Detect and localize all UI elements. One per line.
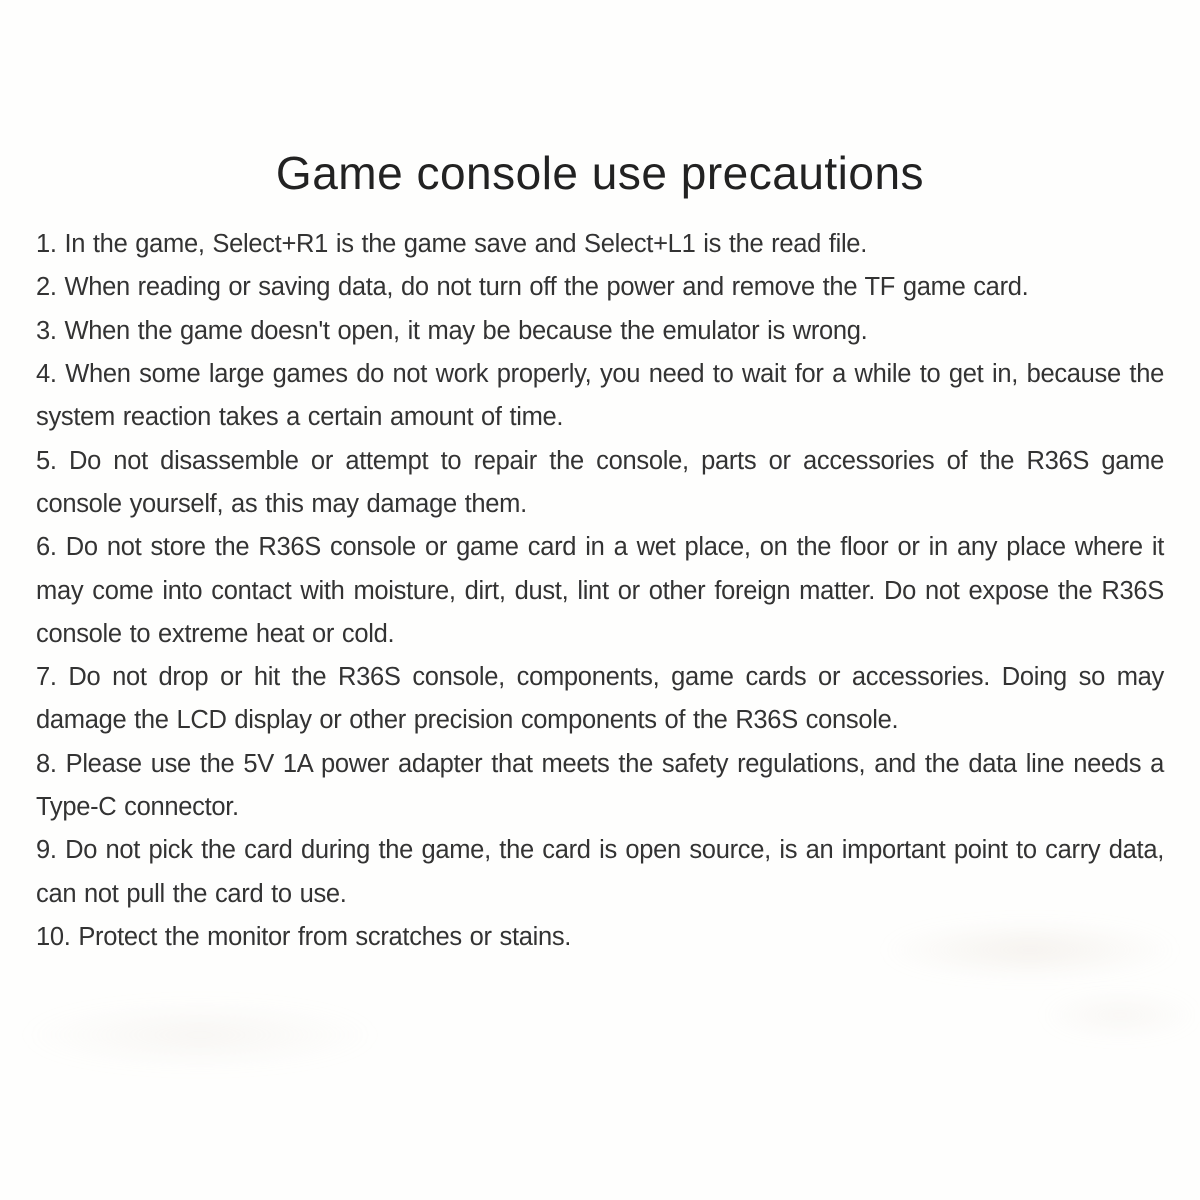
precaution-item-1: 1. In the game, Select+R1 is the game save and Select+L1 is the read file.	[36, 230, 867, 259]
precaution-item-9: 9. Do not pick the card during the game, the card is open source, is an important point to carry data, can not pull the card to use.	[36, 836, 1164, 908]
precaution-item-3: 3. When the game doesn't open, it may be because the emulator is wrong.	[36, 316, 868, 345]
precaution-item-10: 10. Protect the monitor from scratches or stains.	[36, 922, 572, 951]
precaution-item-7: 7. Do not drop or hit the R36S console, components, game cards or accessories. Doing so may damage the LCD display or other precision components of the R36S console.	[36, 663, 1164, 735]
precaution-item-4: 4. When some large games do not work properly, you need to wait for a while to get in, because the system reaction takes a certain amount of time.	[36, 360, 1164, 432]
precaution-item-8: 8. Please use the 5V 1A power adapter that meets the safety regulations, and the data line needs a Type-C connector.	[36, 749, 1164, 822]
page-title: Game console use precautions	[275, 147, 925, 199]
scan-smudge	[1040, 990, 1200, 1040]
precaution-item-6: 6. Do not store the R36S console or game card in a wet place, on the floor or in any place where it may come into contact with moisture, dirt, dust, lint or other foreign matter. Do not expose the R36S console to extreme heat or cold.	[36, 533, 1164, 648]
precaution-item-5: 5. Do not disassemble or attempt to repair the console, parts or accessories of the R36S game console yourself, as this may damage them.	[36, 446, 1164, 518]
precautions-list	[0, 223, 1200, 959]
precaution-item-2: 2. When reading or saving data, do not turn off the power and remove the TF game card.	[36, 273, 1029, 302]
scan-smudge	[20, 1000, 380, 1070]
